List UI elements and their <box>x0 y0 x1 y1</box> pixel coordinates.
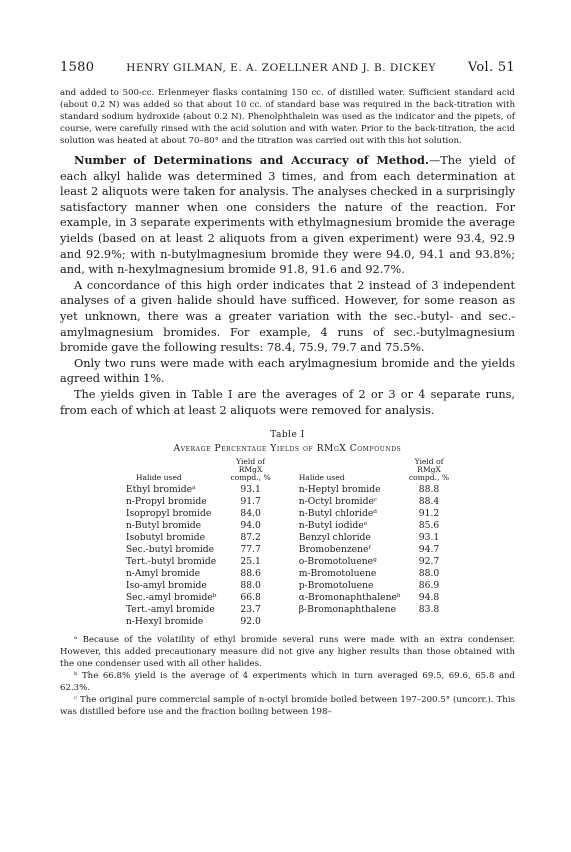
footnote-b: ᵇ The 66.8% yield is the average of 4 experiments which in turn averaged 69.5, 69.6, 65.8 and 62.3%. <box>60 671 515 694</box>
section-paragraph-3: Only two runs were made with each arylmagnesium bromide and the yields agreed within 1%. <box>60 356 515 386</box>
yield-cell: 93.1 <box>418 532 440 544</box>
author-line: HENRY GILMAN, E. A. ZOELLNER AND J. B. DICKEY <box>126 62 436 74</box>
volume-label: Vol. 51 <box>467 60 515 75</box>
page-number: 1580 <box>60 60 95 75</box>
section-heading: Number of Determinations and Accuracy of Method. <box>74 153 429 167</box>
yield-cell: 92.0 <box>240 616 261 628</box>
col-header-yield-line2: RMgX <box>417 465 441 475</box>
halide-cell: n-Butyl chlorideᵈ <box>298 508 377 520</box>
yield-cell: 88.0 <box>240 580 261 592</box>
table-body <box>122 484 453 628</box>
table-row <box>122 604 453 616</box>
halide-cell: n-Amyl bromide <box>125 568 201 580</box>
halide-cell: Isopropyl bromide <box>125 508 212 520</box>
yield-cell: 84.0 <box>240 508 261 520</box>
section-paragraph-4: The yields given in Table I are the averages of 2 or 3 or 4 separate runs, from each of which at least 2 aliquots were removed for analysis. <box>60 387 515 417</box>
yield-cell: 91.7 <box>240 496 261 508</box>
table-header-row <box>122 458 453 484</box>
section-paragraph-2: A concordance of this high order indicates that 2 instead of 3 independent analyses of a given halide should have sufficed. However, for some reason as yet unknown, there was a greater variation with the sec.-butyl- and sec.-amylmagnesium bromides. For example, 4 runs of sec.-butylmagnesium bromide gave the following results: 78.4, 75.9, 79.7 and 75.5%. <box>60 278 515 355</box>
col-header-yield-right <box>405 458 453 484</box>
halide-cell: α-Bromonaphthaleneʰ <box>298 592 401 604</box>
table-row <box>122 592 453 604</box>
halide-cell: o-Bromotolueneᵍ <box>298 556 377 568</box>
yield-cell: 88.0 <box>418 568 440 580</box>
halide-cell: n-Butyl iodideᵉ <box>298 520 368 532</box>
footnote-a: ᵃ Because of the volatility of ethyl bromide several runs were made with an extra condenser. However, this added precautionary measure did not give any higher results than those obtained with the one condenser used with all other halides. <box>60 635 515 670</box>
col-header-halide-left: Halide used <box>135 473 182 483</box>
footnotes <box>60 634 515 718</box>
halide-cell: m-Bromotoluene <box>298 568 377 580</box>
yield-cell: 92.7 <box>418 556 440 568</box>
table-row <box>122 520 453 532</box>
yield-cell: 77.7 <box>240 544 261 556</box>
journal-page <box>60 60 515 718</box>
halide-cell: Iso-amyl bromide <box>125 580 207 592</box>
halide-cell: Bromobenzeneᶠ <box>298 544 371 556</box>
yield-cell: 87.2 <box>240 532 261 544</box>
col-header-yield-line1: Yield of <box>414 457 444 467</box>
halide-cell: n-Butyl bromide <box>125 520 202 532</box>
halide-cell: p-Bromotoluene <box>298 580 374 592</box>
halide-cell: Benzyl chloride <box>298 532 371 544</box>
running-header <box>60 60 515 75</box>
yield-cell: 86.9 <box>418 580 440 592</box>
table-row <box>122 532 453 544</box>
halide-cell: Isobutyl bromide <box>125 532 206 544</box>
yield-cell: 88.4 <box>418 496 440 508</box>
col-header-yield-line2: RMgX <box>238 465 263 475</box>
yield-cell <box>405 616 453 628</box>
table-row <box>122 496 453 508</box>
col-header-yield-line3: compd., % <box>230 473 271 483</box>
yield-cell: 88.8 <box>418 484 440 496</box>
intro-paragraph: and added to 500-cc. Erlenmeyer flasks containing 150 cc. of distilled water. Sufficient standard acid (about 0.2 N) was added so that about 10 cc. of standard base was required in the back-titration with standard sodium hydroxide (about 0.2 N). Phenolphthalein was used as the indicator and the pipets, of course, were carefully rinsed with the acid solution and with water. Prior to the back-titration, the acid solution was heated at about 70–80° and the titration was carried out with this hot solution. <box>60 88 515 146</box>
halide-cell: Sec.-amyl bromideᵇ <box>125 592 217 604</box>
halide-cell: n-Propyl bromide <box>125 496 207 508</box>
table-row <box>122 568 453 580</box>
halide-cell: n-Heptyl bromide <box>298 484 381 496</box>
table-row <box>122 556 453 568</box>
table-row <box>122 616 453 628</box>
footnote-c: ᶜ The original pure commercial sample of n-octyl bromide boiled between 197–200.5° (uncorr.). This was distilled before use and the fraction boiling between 198– <box>60 695 515 718</box>
halide-cell: n-Hexyl bromide <box>125 616 204 628</box>
yield-cell: 94.8 <box>418 592 440 604</box>
yield-cell: 23.7 <box>240 604 261 616</box>
table-row <box>122 508 453 520</box>
halide-cell: Tert.-amyl bromide <box>125 604 215 616</box>
table-row <box>122 484 453 496</box>
yields-table <box>122 458 453 628</box>
section-paragraph-1-text: —The yield of each alkyl halide was determined 3 times, and from each determination at least 2 aliquots were taken for analysis. The analyses checked in a surprisingly satisfactory manner when one considers the nature of the reaction. For example, in 3 separate experiments with ethylmagnesium bromide the average yields (based on at least 2 aliquots from a given experiment) were 93.4, 92.9 and 92.9%; with n-butylmagnesium bromide they were 94.0, 94.1 and 93.8%; and, with n-hexylmagnesium bromide 91.8, 91.6 and 92.7%. <box>60 154 516 277</box>
yield-cell: 66.8 <box>240 592 261 604</box>
yield-cell: 25.1 <box>240 556 261 568</box>
halide-cell: Sec.-butyl bromide <box>125 544 215 556</box>
yield-cell: 85.6 <box>418 520 440 532</box>
halide-cell: n-Octyl bromideᶜ <box>298 496 378 508</box>
section-paragraph-1 <box>60 153 515 278</box>
col-header-yield-line1: Yield of <box>236 457 266 467</box>
yield-cell: 91.2 <box>418 508 440 520</box>
col-header-yield-left <box>226 458 274 484</box>
halide-cell: β-Bromonaphthalene <box>298 604 397 616</box>
col-header-yield-line3: compd., % <box>408 473 450 483</box>
yield-cell: 88.6 <box>240 568 261 580</box>
yield-cell: 94.7 <box>418 544 440 556</box>
table-caption: Table I <box>270 430 305 441</box>
table-row <box>122 580 453 592</box>
table-row <box>122 544 453 556</box>
halide-cell <box>275 616 405 628</box>
col-header-halide-right: Halide used <box>298 473 345 483</box>
yield-cell: 94.0 <box>240 520 261 532</box>
table-title: Average Percentage Yields of RMgX Compounds <box>173 444 402 455</box>
yield-cell: 93.1 <box>240 484 261 496</box>
yield-cell: 83.8 <box>418 604 440 616</box>
halide-cell: Tert.-butyl bromide <box>125 556 217 568</box>
halide-cell: Ethyl bromideᵃ <box>125 484 196 496</box>
